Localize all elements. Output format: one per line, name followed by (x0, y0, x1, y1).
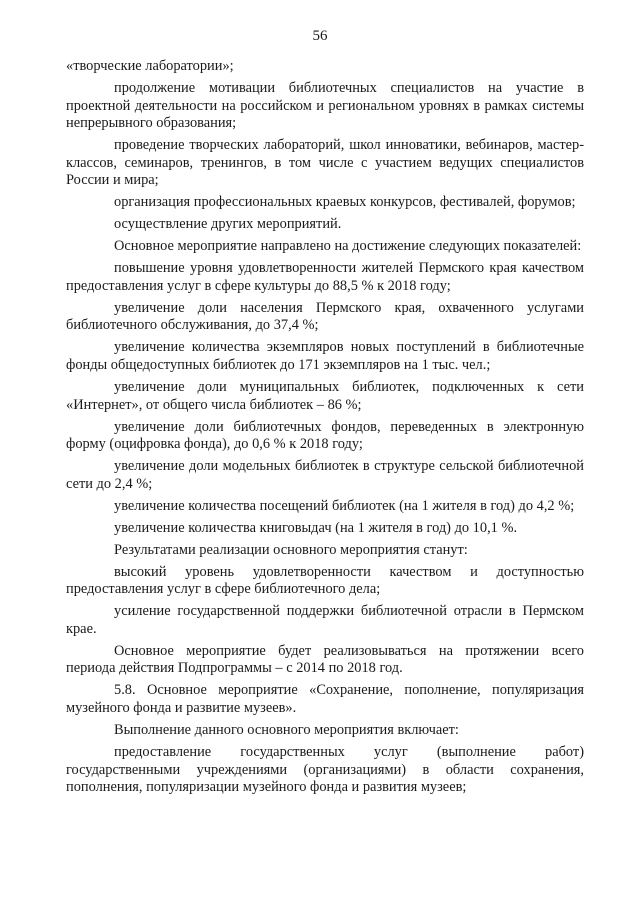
paragraph: организация профессиональных краевых конкурсов, фестивалей, форумов; (114, 194, 576, 211)
paragraph: увеличение количества посещений библиотек (на 1 жителя в год) до 4,2 %; (114, 497, 575, 514)
paragraph: увеличение доли библиотечных фондов, переведенных в электронную форму (оцифровка фонда), до 0,6 % к 2018 году; (66, 418, 584, 453)
paragraph: повышение уровня удовлетворенности жителей Пермского края качеством предоставления услуг в сфере культуры до 88,5 % к 2018 году; (66, 260, 584, 294)
paragraph: увеличение доли населения Пермского края, охваченного услугами библиотечного обслуживания, до 37,4 %; (66, 299, 584, 334)
paragraph: Результатами реализации основного мероприятия станут: (114, 541, 468, 558)
paragraph: Основное мероприятие направлено на достижение следующих показателей: (114, 238, 582, 255)
page-number: 56 (312, 28, 328, 44)
paragraph: 5.8. Основное мероприятие «Сохранение, пополнение, популяризация музейного фонда и развитие музеев». (66, 682, 584, 717)
paragraph: проведение творческих лабораторий, школ инноватики, вебинаров, мастер-классов, семинаров, тренингов, в том числе с участием ведущих специалистов России и мира; (66, 137, 584, 189)
paragraph: увеличение количества книговыдач (на 1 жителя в год) до 10,1 %. (114, 519, 518, 536)
paragraph: продолжение мотивации библиотечных специалистов на участие в проектной деятельности на российском и региональном уровнях в рамках системы непрерывного образования; (66, 79, 584, 132)
paragraph: предоставление государственных услуг (выполнение работ) государственными учреждениями (организациями) в области сохранения, пополнения, популяризации музейного фонда и развития музеев; (66, 744, 584, 796)
paragraph: Основное мероприятие будет реализовываться на протяжении всего периода действия Подпрограммы – с 2014 по 2018 год. (66, 642, 584, 677)
paragraph: «творческие лаборатории»; (66, 58, 234, 74)
paragraph: усиление государственной поддержки библиотечной отрасли в Пермском крае. (66, 603, 584, 637)
paragraph: высокий уровень удовлетворенности качеством и доступностью предоставления услуг в сфере библиотечного дела; (66, 563, 584, 598)
document-body (66, 58, 584, 801)
paragraph: осуществление других мероприятий. (114, 216, 342, 233)
paragraph: увеличение доли муниципальных библиотек, подключенных к сети «Интернет», от общего числа библиотек – 86 %; (66, 379, 584, 413)
paragraph: увеличение доли модельных библиотек в структуре сельской библиотечной сети до 2,4 %; (66, 458, 584, 492)
paragraph: Выполнение данного основного мероприятия включает: (114, 722, 459, 739)
paragraph: увеличение количества экземпляров новых поступлений в библиотечные фонды общедоступных библиотек до 171 экземпляров на 1 тыс. чел.; (66, 339, 584, 374)
